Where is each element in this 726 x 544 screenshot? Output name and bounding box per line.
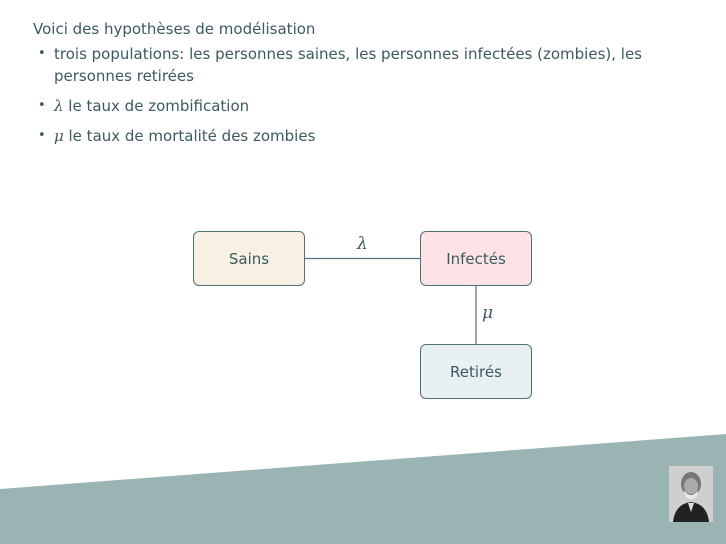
- node-retires: Retirés: [420, 344, 532, 399]
- node-sains: Sains: [193, 231, 305, 286]
- bullet-text: le taux de mortalité des zombies: [63, 127, 316, 145]
- mu-symbol: μ: [54, 127, 64, 145]
- slide-text: [33, 18, 673, 155]
- edge-label-mu: μ: [482, 303, 494, 323]
- edge-label-lambda: λ: [357, 234, 368, 254]
- bullet-lambda: [33, 95, 673, 117]
- lambda-symbol: λ: [54, 97, 64, 115]
- bullet-text: trois populations: les personnes saines, les personnes infectées (zombies), les personnes retirées: [54, 45, 642, 85]
- portrait-image: [669, 466, 713, 522]
- bullet-mu: [33, 125, 673, 147]
- bullet-text: le taux de zombification: [63, 97, 250, 115]
- intro-text: Voici des hypothèses de modélisation: [33, 20, 316, 38]
- footer-band: [0, 434, 726, 544]
- portrait-icon: [669, 466, 713, 522]
- bullet-list: [33, 43, 673, 147]
- node-infectes: Infectés: [420, 231, 532, 286]
- bullet-populations: [33, 43, 673, 87]
